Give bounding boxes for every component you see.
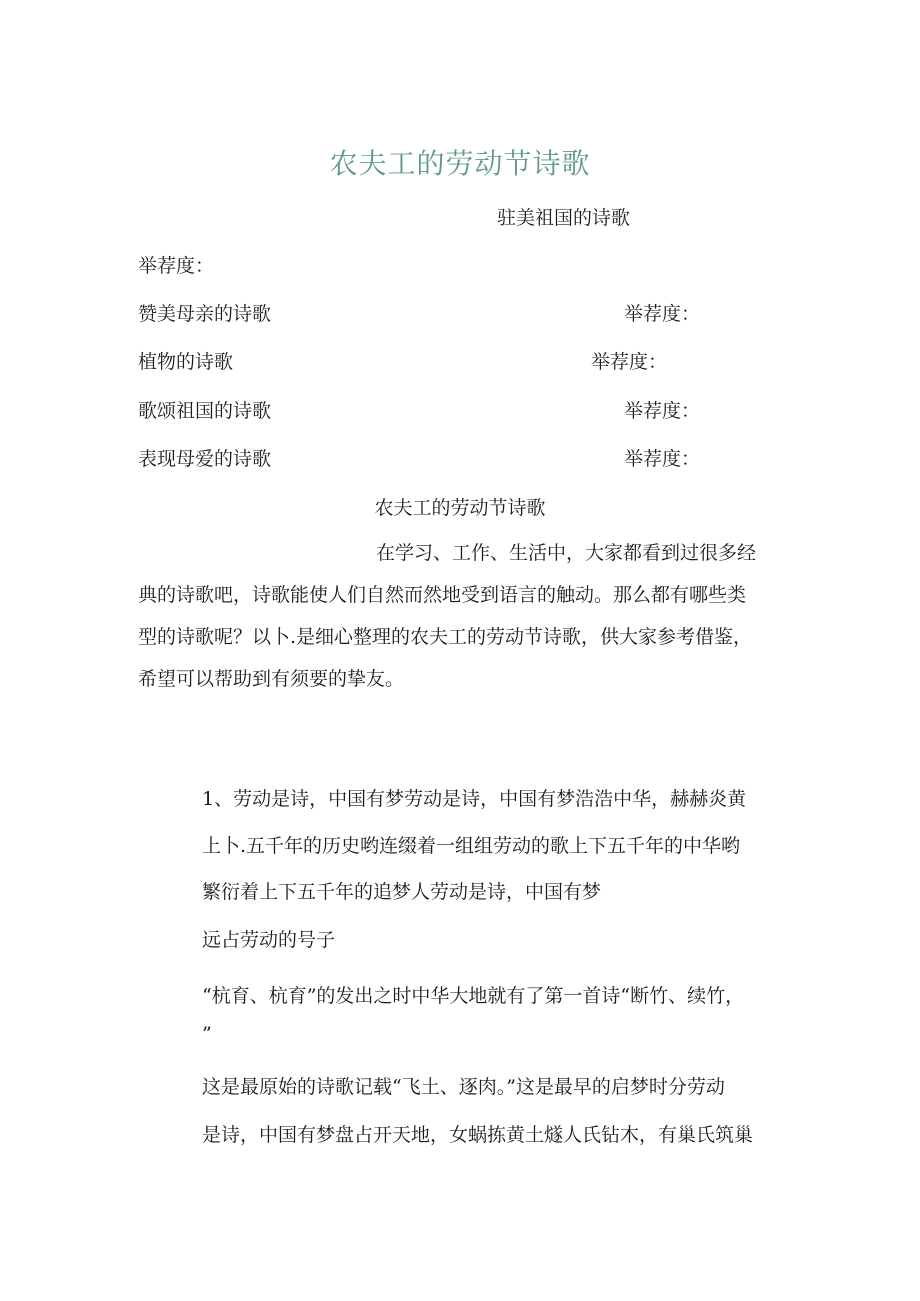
poem-line: 这是最原始的诗歌记载“飞土、逐肉。”这是最早的启梦时分劳动 [202, 1076, 725, 1098]
document-subtitle: 驻美祖国的诗歌 [497, 207, 631, 229]
poem-line: 繁衍着上下五千年的追梦人劳动是诗，中国有梦 [202, 881, 602, 903]
related-item-title[interactable]: 表现母爱的诗歌 [138, 448, 272, 470]
related-item-title[interactable]: 植物的诗歌 [138, 351, 234, 373]
poem-line: ” [202, 1023, 212, 1045]
intro-paragraph [138, 532, 788, 700]
related-item-rec-label: 举荐度： [624, 303, 701, 325]
poem-line: 上卜.五千年的历史哟连缀着一组组劳动的歌上下五千年的中华哟 [202, 835, 741, 857]
document-title: 农夫工的劳动节诗歌 [329, 147, 591, 180]
related-item-rec-label: 举荐度： [624, 400, 701, 422]
recommendation-label: 举荐度： [138, 255, 215, 277]
intro-line: 典的诗歌吧，诗歌能使人们自然而然地受到语言的触动。那么都有哪些类 [138, 584, 747, 606]
section-heading: 农夫工的劳动节诗歌 [374, 497, 546, 519]
related-item-title[interactable]: 歌颂祖国的诗歌 [138, 400, 272, 422]
intro-line: 希望可以帮助到有须要的挚友。 [138, 668, 405, 690]
intro-line: 型的诗歌呢？以卜.是细心整理的农夫工的劳动节诗歌，供大家参考借鉴， [138, 626, 753, 648]
intro-line: 在学习、工作、生活中，大家都看到过很多经 [376, 542, 757, 564]
poem-line: 1、劳动是诗，中国有梦劳动是诗，中国有梦浩浩中华，赫赫炎黄 [202, 788, 747, 810]
poem-line: 远占劳动的号子 [202, 929, 336, 951]
poem-line: 是诗，中国有梦盘占开天地，女蜗拣黄土燧人氏钻木，有巢氏筑巢 [202, 1124, 754, 1146]
poem-line: “杭育、杭育”的发出之时中华大地就有了第一首诗“断竹、续竹， [202, 985, 745, 1007]
related-item-title[interactable]: 赞美母亲的诗歌 [138, 303, 272, 325]
related-item-rec-label: 举荐度： [624, 448, 701, 470]
related-item-rec-label: 举荐度： [591, 351, 668, 373]
